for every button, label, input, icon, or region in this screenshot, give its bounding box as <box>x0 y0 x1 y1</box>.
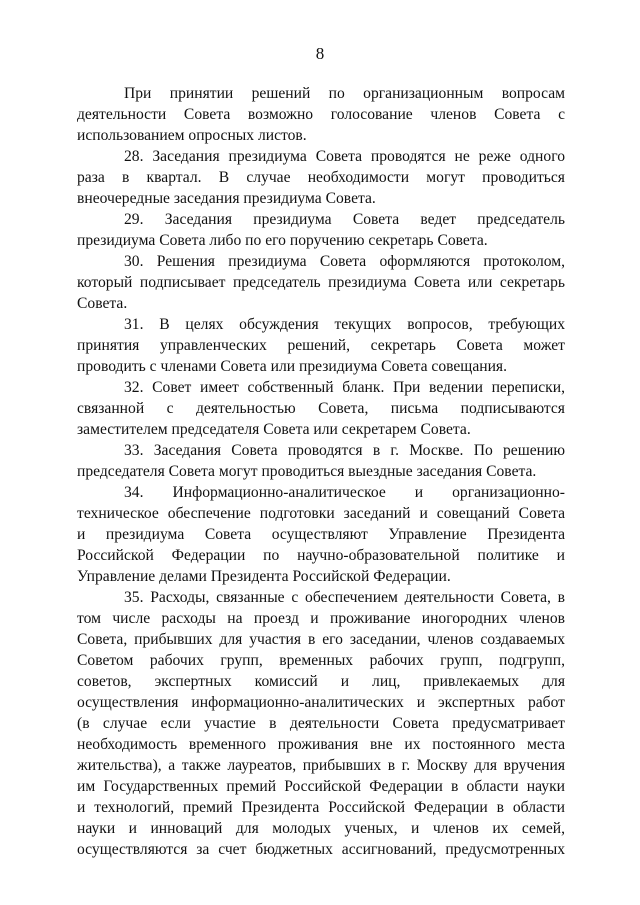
text-line: председателя Совета могут проводиться выездные заседания Совета. <box>77 463 537 480</box>
paragraph-p27-cont <box>77 83 565 146</box>
paragraph-p29 <box>77 209 565 251</box>
text-line: 30. Решения президиума Совета оформляются протоколом, <box>124 253 565 270</box>
paragraph-p33 <box>77 440 565 482</box>
text-line: деятельности Совета возможно голосование членов Совета с <box>77 106 565 123</box>
text-line: 31. В целях обсуждения текущих вопросов, требующих <box>124 316 565 333</box>
text-line: заместителем председателя Совета или секретарем Совета. <box>77 421 471 438</box>
text-line: техническое обеспечение подготовки заседаний и совещаний Совета <box>77 505 565 522</box>
text-line: осуществления информационно-аналитических и экспертных работ <box>77 694 565 711</box>
text-line: необходимость временного проживания вне их постоянного места <box>77 736 565 753</box>
text-line: науки и инноваций для молодых ученых, и членов их семей, <box>77 820 565 837</box>
paragraph-p32 <box>77 377 565 440</box>
text-line: (в случае если участие в деятельности Совета предусматривает <box>77 715 565 732</box>
text-line: 32. Совет имеет собственный бланк. При ведении переписки, <box>124 379 565 396</box>
text-line: раза в квартал. В случае необходимости могут проводиться <box>77 169 565 186</box>
text-line: 33. Заседания Совета проводятся в г. Москве. По решению <box>124 442 565 459</box>
text-line: и президиума Совета осуществляют Управление Президента <box>77 526 565 543</box>
text-line: осуществляются за счет бюджетных ассигнований, предусмотренных <box>77 841 565 858</box>
paragraph-p35 <box>77 587 565 860</box>
page-number: 8 <box>315 44 325 63</box>
text-line: жительства), а также лауреатов, прибывших в г. Москву для вручения <box>77 757 565 774</box>
text-line: Российской Федерации по научно-образовательной политике и <box>77 547 565 564</box>
text-line: Советом рабочих групп, временных рабочих групп, подгрупп, <box>77 652 565 669</box>
text-line: использованием опросных листов. <box>77 127 307 144</box>
paragraph-p30 <box>77 251 565 314</box>
paragraph-p34 <box>77 482 565 587</box>
text-line: им Государственных премий Российской Федерации в области науки <box>77 778 565 795</box>
text-line: 28. Заседания президиума Совета проводятся не реже одного <box>124 148 565 165</box>
text-line: 34. Информационно-аналитическое и организационно- <box>124 484 565 501</box>
text-line: Совета, прибывших для участия в его заседании, членов создаваемых <box>77 631 565 648</box>
text-line: который подписывает председатель президиума Совета или секретарь <box>77 274 565 291</box>
document-body <box>77 83 565 860</box>
paragraph-p28 <box>77 146 565 209</box>
text-line: том числе расходы на проезд и проживание иногородних членов <box>77 610 565 627</box>
text-line: проводить с членами Совета или президиума Совета совещания. <box>77 358 508 375</box>
text-line: и технологий, премий Президента Российской Федерации в области <box>77 799 565 816</box>
text-line: Управление делами Президента Российской Федерации. <box>77 568 451 585</box>
text-line: советов, экспертных комиссий и лиц, привлекаемых для <box>77 673 565 690</box>
text-line: президиума Совета либо по его поручению секретарь Совета. <box>77 232 488 249</box>
text-line: принятия управленческих решений, секретарь Совета может <box>77 337 565 354</box>
text-line: внеочередные заседания президиума Совета. <box>77 190 376 207</box>
text-line: 29. Заседания президиума Совета ведет председатель <box>124 211 565 228</box>
text-line: связанной с деятельностью Совета, письма подписываются <box>77 400 565 417</box>
paragraph-p31 <box>77 314 565 377</box>
text-line: При принятии решений по организационным вопросам <box>124 85 565 102</box>
text-line: 35. Расходы, связанные с обеспечением деятельности Совета, в <box>124 589 565 606</box>
text-line: Совета. <box>77 295 128 312</box>
